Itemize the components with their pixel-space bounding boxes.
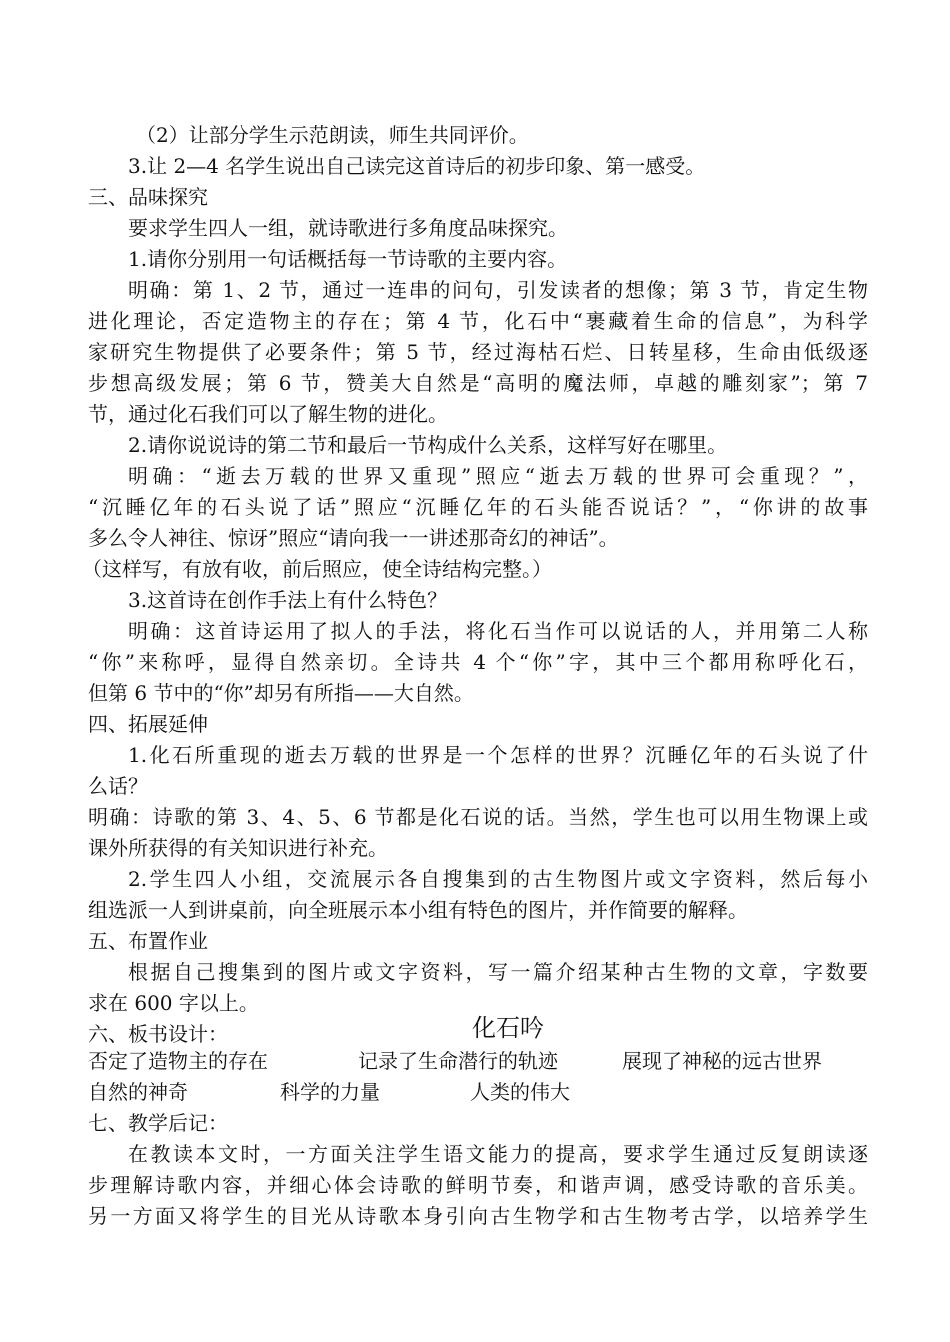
text-line: 进化理论，否定造物主的存在；第 4 节，化石中“裹藏着生命的信息”，为科学 — [88, 309, 868, 333]
text-line: 明确：这首诗运用了拟人的手法，将化石当作可以说话的人，并用第二人称 — [128, 619, 868, 643]
text-line: 家研究生物提供了必要条件；第 5 节，经过海枯石烂、日转星移，生命由低级逐 — [88, 340, 868, 364]
text-line: 明确：“逝去万载的世界又重现”照应“逝去万载的世界可会重现？”， — [128, 464, 868, 488]
text-line: 要求学生四人一组，就诗歌进行多角度品味探究。 — [128, 216, 568, 240]
text-line: （这样写，有放有收，前后照应，使全诗结构完整。） — [82, 557, 552, 581]
text-line: 节，通过化石我们可以了解生物的进化。 — [88, 402, 448, 426]
text-line: 明确：诗歌的第 3、4、5、6 节都是化石说的话。当然，学生也可以用生物课上或 — [88, 805, 868, 829]
text-line: 步想高级发展；第 6 节，赞美大自然是“高明的魔法师，卓越的雕刻家”；第 7 — [88, 371, 868, 395]
text-line: 但第 6 节中的“你”却另有所指——大自然。 — [88, 681, 474, 705]
text-line: 步理解诗歌内容，并细心体会诗歌的鲜明节奏，和谐声调，感受诗歌的音乐美。 — [88, 1173, 868, 1197]
section-heading: 五、布置作业 — [88, 929, 208, 953]
board-item: 记录了生命潜行的轨迹 — [358, 1049, 558, 1073]
section-heading: 三、品味探究 — [88, 185, 208, 209]
text-line: 根据自己搜集到的图片或文字资料，写一篇介绍某种古生物的文章，字数要 — [128, 960, 868, 984]
question-line: 1.请你分别用一句话概括每一节诗歌的主要内容。 — [128, 247, 568, 271]
question-line: 1.化石所重现的逝去万载的世界是一个怎样的世界？沉睡亿年的石头说了什 — [128, 743, 868, 767]
text-line: 课外所获得的有关知识进行补充。 — [88, 836, 388, 860]
text-line: （2）让部分学生示范朗读，师生共同评价。 — [136, 123, 529, 147]
text-line: “沉睡亿年的石头说了话”照应“沉睡亿年的石头能否说话？”，“你讲的故事 — [88, 495, 868, 519]
board-item: 展现了神秘的远古世界 — [622, 1049, 822, 1073]
question-line: 2.请你说说诗的第二节和最后一节构成什么关系，这样写好在哪里。 — [128, 433, 728, 457]
section-heading: 七、教学后记： — [88, 1111, 228, 1135]
text-line: 在教读本文时，一方面关注学生语文能力的提高，要求学生通过反复朗读逐 — [128, 1142, 868, 1166]
section-heading: 四、拓展延伸 — [88, 712, 208, 736]
section-heading: 六、板书设计： — [88, 1022, 228, 1046]
board-item: 科学的力量 — [280, 1080, 380, 1104]
question-line: 3.这首诗在创作手法上有什么特色？ — [128, 588, 448, 612]
text-line: 明确：第 1、2 节，通过一连串的问句，引发读者的想像；第 3 节，肯定生物 — [128, 278, 868, 302]
board-item: 人类的伟大 — [470, 1080, 570, 1104]
text-line: 多么令人神往、惊讶”照应“请向我一一讲述那奇幻的神话”。 — [88, 526, 619, 550]
board-item: 自然的神奇 — [88, 1080, 188, 1104]
board-title: 化石吟 — [472, 1014, 544, 1042]
text-line: “你”来称呼，显得自然亲切。全诗共 4 个“你”字，其中三个都用称呼化石， — [88, 650, 868, 674]
question-line: 么话？ — [88, 774, 148, 798]
text-line: 组选派一人到讲桌前，向全班展示本小组有特色的图片，并作简要的解释。 — [88, 898, 748, 922]
text-line: 2.学生四人小组，交流展示各自搜集到的古生物图片或文字资料，然后每小 — [128, 867, 868, 891]
board-item: 否定了造物主的存在 — [88, 1049, 268, 1073]
text-line: 另一方面又将学生的目光从诗歌本身引向古生物学和古生物考古学，以培养学生 — [88, 1204, 868, 1228]
text-line: 求在 600 字以上。 — [88, 991, 259, 1015]
text-line: 3.让 2—4 名学生说出自己读完这首诗后的初步印象、第一感受。 — [128, 154, 706, 178]
